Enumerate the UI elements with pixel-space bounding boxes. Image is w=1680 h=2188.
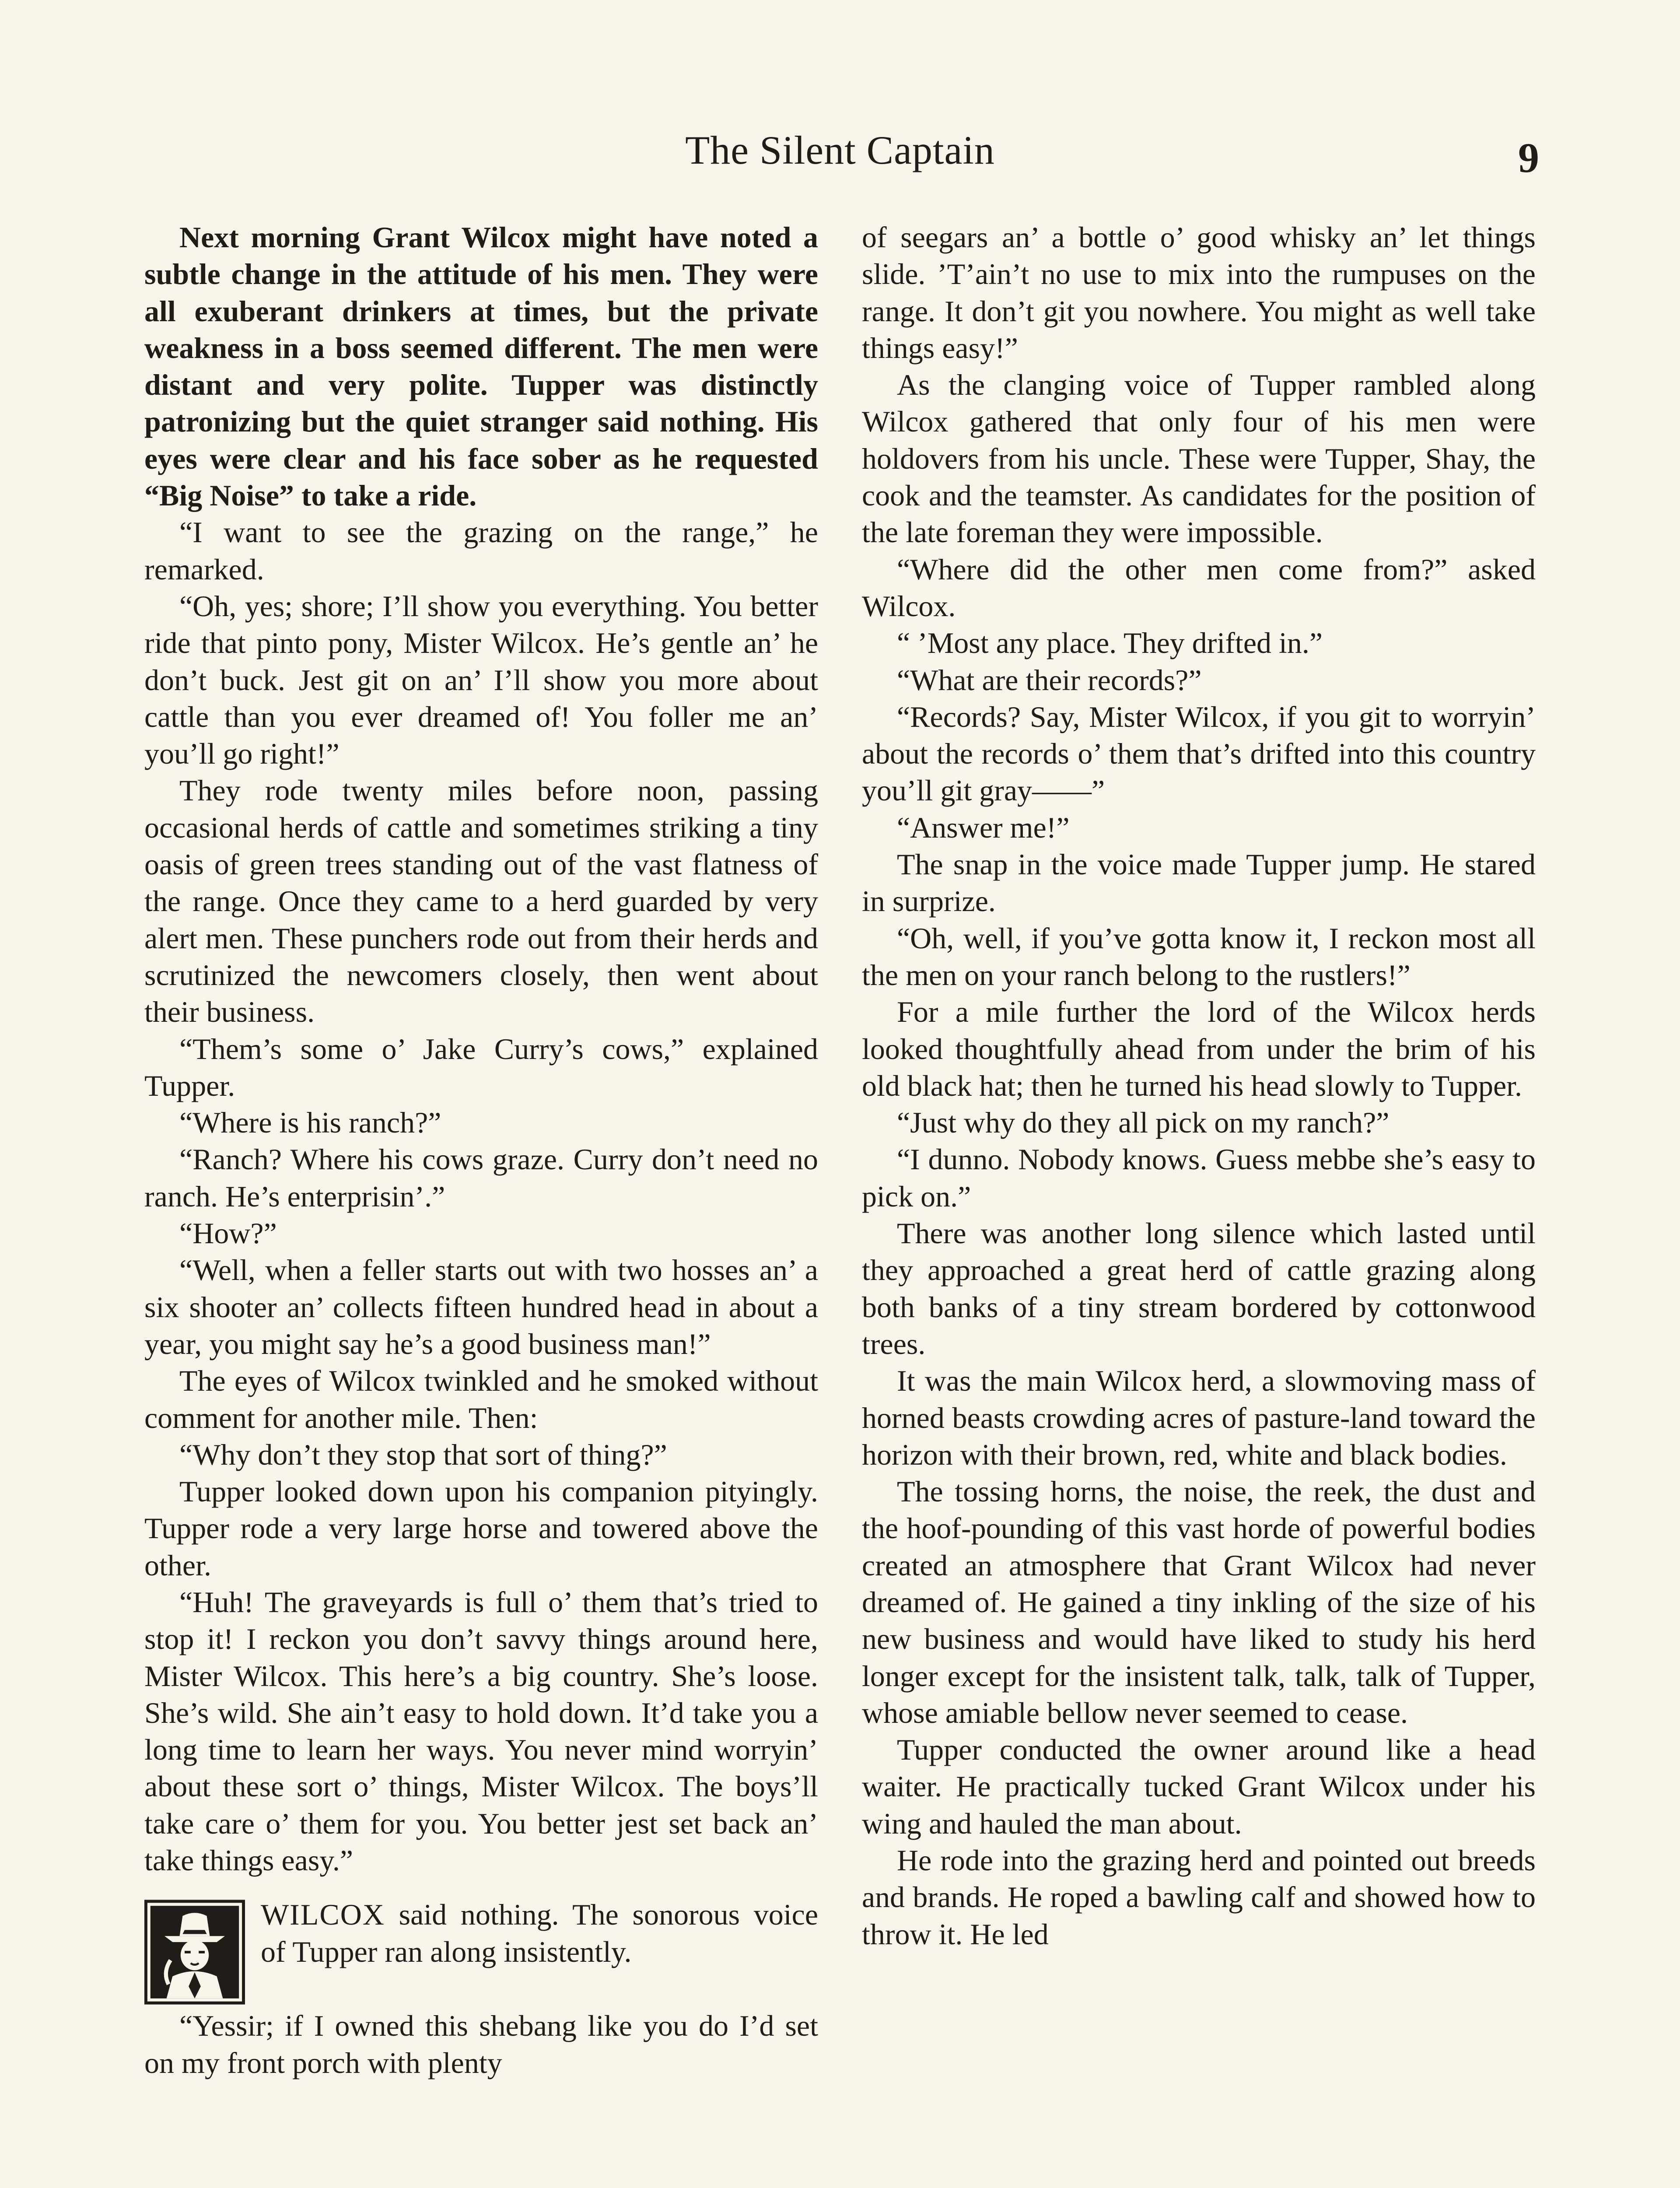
paragraph: “Why don’t they stop that sort of thing?”: [179, 1438, 667, 1471]
paragraph: There was another long silence which lasted until they approached a great herd of cattle grazing along both banks of a tiny stream bordered by cottonwood trees.: [862, 1217, 1536, 1360]
paragraph: “Just why do they all pick on my ranch?”: [897, 1106, 1390, 1140]
paragraph: Tupper looked down upon his companion pityingly. Tupper rode a very large horse and towered above the other.: [144, 1475, 818, 1582]
paragraph: For a mile further the lord of the Wilcox herds looked thoughtfully ahead from under the brim of his old black hat; then he turned his head slowly to Tupper.: [862, 995, 1536, 1102]
paragraph: As the clanging voice of Tupper rambled along Wilcox gathered that only four of his men were holdovers from his uncle. These were Tupper, Shay, the cook and the teamster. As candidates for the position of the late foreman they were impossible.: [862, 368, 1536, 549]
paragraph: “Them’s some o’ Jake Curry’s cows,” explained Tupper.: [144, 1032, 818, 1102]
paragraph: “How?”: [179, 1217, 277, 1250]
paragraph: “Records? Say, Mister Wilcox, if you git to worryin’ about the records o’ them that’s drifted into this country you’ll git gray——”: [862, 700, 1536, 807]
section-opening: [144, 1896, 818, 2007]
paragraph: “Where did the other men come from?” asked Wilcox.: [862, 552, 1536, 623]
paragraph: Next morning Grant Wilcox might have noted a subtle change in the attitude of his men. They were all exuberant drinkers at times, but the private weakness in a boss seemed different. The men were distant and very polite. Tupper was distinctly patronizing but the quiet stranger said nothing. His eyes were clear and his face sober as he requested “Big Noise” to take a ride.: [144, 221, 818, 512]
paragraph: “Yessir; if I owned this shebang like you do I’d set on my front porch with plenty: [144, 2009, 818, 2079]
paragraph: “Oh, yes; shore; I’ll show you everything. You better ride that pinto pony, Mister Wilcox. He’s gentle an’ he don’t buck. Jest git on an’ I’ll show you more about cattle than you ever dreamed of! You foller me an’ you’ll go right!”: [144, 589, 818, 771]
paragraph: He rode into the grazing herd and pointed out breeds and brands. He roped a bawling calf and showed how to throw it. He led: [862, 1844, 1536, 1951]
paragraph: The snap in the voice made Tupper jump. He stared in surprize.: [862, 848, 1536, 918]
paragraph: The tossing horns, the noise, the reek, the dust and the hoof-pounding of this vast horde of powerful bodies created an atmosphere that Grant Wilcox had never dreamed of. He gained a tiny inkling of the size of his new business and would have liked to study his herd longer except for the insistent talk, talk, talk of Tupper, whose amiable bellow never seemed to cease.: [862, 1475, 1536, 1729]
paragraph: They rode twenty miles before noon, passing occasional herds of cattle and sometimes striking a tiny oasis of green trees standing out of the vast flatness of the range. Once they came to a herd guarded by very alert men. These punchers rode out from their herds and scrutinized the newcomers closely, then went about their business.: [144, 774, 818, 1029]
right-column: [862, 219, 1536, 1953]
section-lead-text: said nothing. The sonorous voice of Tupper ran along insistently.: [261, 1898, 818, 1968]
paragraph: [144, 1896, 818, 1970]
paragraph-continuation: of seegars an’ a bottle o’ good whisky an’ let things slide. ’T’ain’t no use to mix into the rumpuses on the range. It don’t git you nowhere. You might as well take things easy!”: [862, 221, 1536, 365]
paragraph: “Where is his ranch?”: [179, 1106, 441, 1140]
cowboy-portrait-icon: [144, 1900, 245, 2005]
section-lead-word: WILCOX: [261, 1898, 385, 1932]
left-column: [144, 219, 818, 2081]
running-title: The Silent Captain: [685, 128, 995, 172]
paragraph: It was the main Wilcox herd, a slowmoving mass of horned beasts crowding acres of pasture-land toward the horizon with their brown, red, white and black bodies.: [862, 1364, 1536, 1471]
paragraph: “Oh, well, if you’ve gotta know it, I reckon most all the men on your ranch belong to the rustlers!”: [862, 921, 1536, 992]
paragraph: “Well, when a feller starts out with two hosses an’ a six shooter an’ collects fifteen hundred head in about a year, you might say he’s a good business man!”: [144, 1253, 818, 1360]
paragraph: “ ’Most any place. They drifted in.”: [897, 626, 1323, 660]
paragraph: Tupper conducted the owner around like a head waiter. He practically tucked Grant Wilcox under his wing and hauled the man about.: [862, 1733, 1536, 1840]
paragraph: “Answer me!”: [897, 810, 1070, 844]
page-number: 9: [1518, 134, 1539, 181]
paragraph: “I want to see the grazing on the range,” he remarked.: [144, 515, 818, 586]
paragraph: “What are their records?”: [897, 663, 1202, 697]
paragraph: “I dunno. Nobody knows. Guess mebbe she’s easy to pick on.”: [862, 1143, 1536, 1213]
paragraph: “Ranch? Where his cows graze. Curry don’t need no ranch. He’s enterprisin’.”: [144, 1143, 818, 1213]
paragraph: The eyes of Wilcox twinkled and he smoked without comment for another mile. Then:: [144, 1364, 818, 1434]
paragraph: “Huh! The graveyards is full o’ them that’s tried to stop it! I reckon you don’t savvy things around here, Mister Wilcox. This here’s a big country. She’s loose. She’s wild. She ain’t easy to hold down. It’d take you a long time to learn her ways. You never mind worryin’ about these sort o’ things, Mister Wilcox. The boys’ll take care o’ them for you. You better jest set back an’ take things easy.”: [144, 1585, 818, 1877]
